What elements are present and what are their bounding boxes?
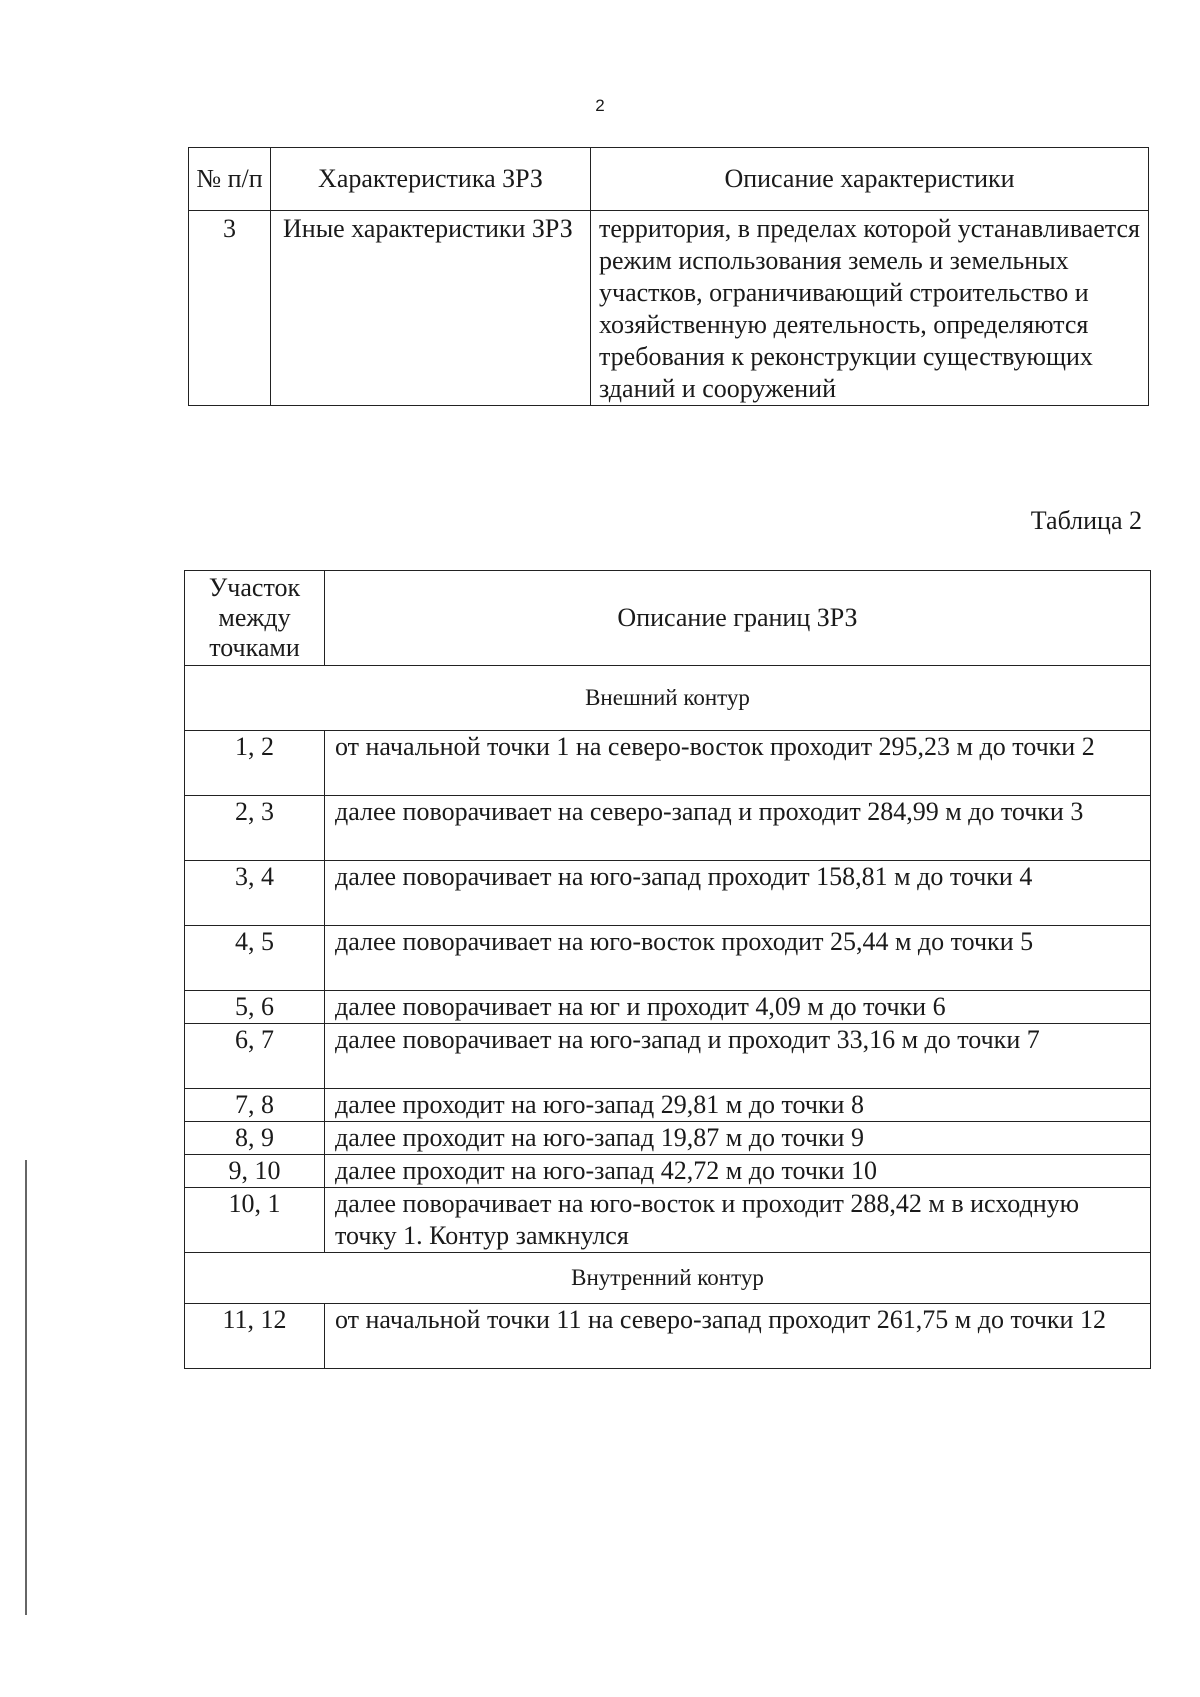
segment-cell: 8, 9	[185, 1122, 325, 1155]
table-row	[185, 1089, 1151, 1122]
segment-cell: 1, 2	[185, 731, 325, 796]
column-header-segment: Участок между точками	[185, 571, 325, 666]
characteristics-table	[188, 147, 1149, 406]
boundary-description-cell: далее поворачивает на юг и проходит 4,09 м до точки 6	[325, 991, 1151, 1024]
section-row	[185, 1253, 1151, 1304]
table-row	[185, 1024, 1151, 1089]
segment-cell: 10, 1	[185, 1188, 325, 1253]
table-row	[185, 1155, 1151, 1188]
table-row	[185, 991, 1151, 1024]
boundary-description-cell: далее поворачивает на юго-восток и проходит 288,42 м в исходную точку 1. Контур замкнулся	[325, 1188, 1151, 1253]
row-characteristic: Иные характеристики ЗРЗ	[271, 211, 591, 406]
table-row	[189, 211, 1149, 406]
segment-cell: 6, 7	[185, 1024, 325, 1089]
section-title-inner-contour: Внутренний контур	[185, 1253, 1151, 1304]
segment-cell: 5, 6	[185, 991, 325, 1024]
row-description: территория, в пределах которой устанавливается режим использования земель и земельных участков, ограничивающий строительство и хозяйственную деятельность, определяются требования к реконструкции существующих зданий и сооружений	[591, 211, 1149, 406]
column-header-number: № п/п	[189, 148, 271, 211]
boundary-description-cell: далее поворачивает на юго-восток проходит 25,44 м до точки 5	[325, 926, 1151, 991]
table-row	[185, 796, 1151, 861]
segment-cell: 7, 8	[185, 1089, 325, 1122]
scan-margin-line	[25, 1160, 27, 1615]
table-header-row	[189, 148, 1149, 211]
column-header-description: Описание характеристики	[591, 148, 1149, 211]
boundary-description-cell: от начальной точки 11 на северо-запад проходит 261,75 м до точки 12	[325, 1304, 1151, 1369]
section-title-outer-contour: Внешний контур	[185, 666, 1151, 731]
segment-cell: 2, 3	[185, 796, 325, 861]
segment-cell: 9, 10	[185, 1155, 325, 1188]
segment-cell: 3, 4	[185, 861, 325, 926]
row-number: 3	[189, 211, 271, 406]
section-row	[185, 666, 1151, 731]
boundary-description-cell: далее поворачивает на юго-запад проходит 158,81 м до точки 4	[325, 861, 1151, 926]
page-number: 2	[595, 96, 605, 115]
boundary-description-cell: далее проходит на юго-запад 19,87 м до точки 9	[325, 1122, 1151, 1155]
boundary-description-cell: от начальной точки 1 на северо-восток проходит 295,23 м до точки 2	[325, 731, 1151, 796]
table-header-row	[185, 571, 1151, 666]
boundaries-table	[184, 570, 1151, 1369]
table-row	[185, 861, 1151, 926]
column-header-characteristic: Характеристика ЗРЗ	[271, 148, 591, 211]
table-row	[185, 1122, 1151, 1155]
table-row	[185, 1304, 1151, 1369]
table-row	[185, 731, 1151, 796]
boundary-description-cell: далее проходит на юго-запад 42,72 м до точки 10	[325, 1155, 1151, 1188]
boundary-description-cell: далее поворачивает на северо-запад и проходит 284,99 м до точки 3	[325, 796, 1151, 861]
table-row	[185, 926, 1151, 991]
segment-cell: 11, 12	[185, 1304, 325, 1369]
boundary-description-cell: далее поворачивает на юго-запад и проходит 33,16 м до точки 7	[325, 1024, 1151, 1089]
table-caption: Таблица 2	[1030, 506, 1142, 535]
column-header-boundary-description: Описание границ ЗРЗ	[325, 571, 1151, 666]
table-row	[185, 1188, 1151, 1253]
boundary-description-cell: далее проходит на юго-запад 29,81 м до точки 8	[325, 1089, 1151, 1122]
segment-cell: 4, 5	[185, 926, 325, 991]
